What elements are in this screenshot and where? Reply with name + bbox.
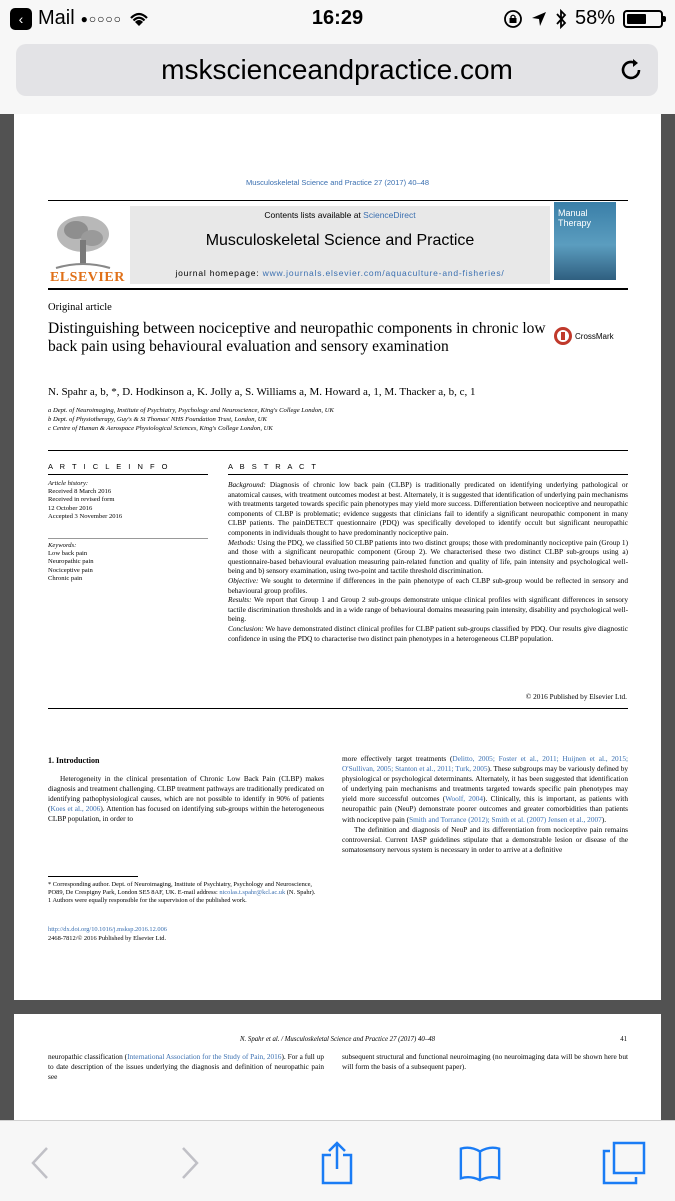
crossmark-label: CrossMark [575, 331, 614, 341]
abstract-label: Methods: [228, 537, 256, 547]
text: E-mail address: [177, 889, 220, 897]
citation-link[interactable]: Koes et al., 2006 [50, 804, 101, 814]
keyword: Neuropathic pain [48, 558, 94, 566]
abstract-objective [228, 576, 628, 595]
citation-link[interactable]: Woolf, 2004 [445, 794, 484, 804]
status-bar [0, 0, 675, 38]
divider [48, 538, 208, 539]
abstract-text: We sought to determine if differences in the pain phenotype of each CLBP sub-group would be reflected in sensory and behavioural group profiles. [228, 575, 628, 595]
tabs-button[interactable] [602, 1141, 646, 1185]
abstract-header: A B S T R A C T [228, 462, 319, 471]
article-type: Original article [48, 302, 112, 313]
abstract-label: Conclusion: [228, 623, 264, 633]
abstract-label: Results: [228, 595, 252, 605]
clock: 16:29 [311, 7, 364, 29]
divider [48, 200, 628, 201]
text: neuropathic classification ( [48, 1052, 128, 1061]
section-title: 1. Introduction [48, 756, 100, 765]
share-button[interactable] [315, 1141, 359, 1185]
carrier-label[interactable]: Mail [38, 7, 75, 29]
abstract-body [228, 480, 628, 643]
article-history [48, 480, 122, 521]
abstract-methods [228, 538, 628, 576]
abstract-text: We have demonstrated distinct clinical profiles for CLBP patient sub-groups classified by PDQ. Our results give diagnostic confidence in using the PDQ to characterise two distinct pain phenotypes in a heterogeneous CLBP population. [228, 623, 628, 643]
intro-column-2 [342, 754, 628, 855]
location-icon [531, 11, 547, 27]
doi-link[interactable]: http://dx.doi.org/10.1016/j.msksp.2016.12.006 [48, 926, 168, 933]
text: ). For a full up to date description of the issues underlying the diagnosis and definition of neuropathic pain see [48, 1052, 324, 1082]
article-title: Distinguishing between nociceptive and neuropathic components in chronic low back pain using behavioural evaluation and sensory examination [48, 320, 546, 355]
history-line: Accepted 3 November 2016 [48, 512, 123, 520]
keywords [48, 542, 94, 583]
keywords-label: Keywords: [48, 542, 77, 549]
journal-reference[interactable]: Musculoskeletal Science and Practice 27 (2017) 40–48 [245, 178, 430, 187]
divider [228, 474, 628, 475]
battery-icon [623, 10, 663, 28]
address-bar[interactable] [16, 44, 658, 96]
text: ). Attention has focused on identifying sub-groups within the heterogeneous CLBP population, in order to [48, 804, 324, 824]
bluetooth-icon [555, 9, 567, 29]
running-head: N. Spahr et al. / Musculoskeletal Science and Practice 27 (2017) 40–48 [240, 1036, 435, 1043]
footnotes [48, 876, 324, 906]
tabs-icon [602, 1141, 646, 1185]
journal-name: Musculoskeletal Science and Practice [205, 232, 475, 249]
issn-line: 2468-7812/© 2016 Published by Elsevier Ltd. [48, 934, 167, 942]
rotation-lock-icon [503, 9, 523, 29]
homepage-label: journal homepage: [175, 268, 263, 278]
homepage-link[interactable]: www.journals.elsevier.com/aquaculture-and-fisheries/ [262, 268, 505, 278]
abstract-conclusion [228, 624, 628, 643]
text: * Corresponding author. Dept. of Neuroimaging, Institute of Psychiatry, Psychology and Neuroscience, PO89, De Crespigny Park, London SE5 8AF, UK. [48, 881, 313, 897]
battery-percent: 58% [574, 7, 615, 29]
affiliations [48, 406, 334, 433]
paragraph [48, 774, 324, 824]
pdf-page-1 [14, 114, 661, 1000]
signal-strength-icon: ●○○○○ [80, 11, 122, 26]
paragraph [342, 754, 628, 825]
affiliation: a Dept. of Neuroimaging, Institute of Psychiatry, Psychology and Neuroscience, King's College London, UK [48, 407, 334, 414]
contents-prefix: Contents lists available at [264, 210, 364, 220]
affiliation: b Dept. of Physiotherapy, Guy's & St Thomas' NHS Foundation Trust, London, UK [48, 416, 267, 423]
keyword: Chronic pain [48, 574, 83, 582]
status-right [503, 7, 663, 30]
text: ). Clinically, this is important, as patients with neuropathic pain (NeuP) demonstrate poorer outcomes and greater comorbidities than patients with nociceptive pain ( [342, 794, 628, 824]
text: Heterogeneity in the clinical presentation of Chronic Low Back Pain (CLBP) makes diagnosis and treatment challenging. CLBP treatment pathways are traditionally predicated on identifying pathophysiological causes, which are not possible to identify in 90% of patients ( [48, 774, 324, 814]
text: ). [601, 814, 607, 824]
back-to-app-icon[interactable]: ‹ [10, 8, 32, 30]
abstract-text: Diagnosis of chronic low back pain (CLBP) is traditionally predicated on identifying underlying pathological or anatomical causes, with treatment outcomes modest at best. Alternately, it is suggested that identification of underlying pain mechanisms with treatments targeted towards specific pain phenotypes may yield more success. Differentiation between nociceptive and neuropathic components of CLBP is problematic; evidence suggests that clinicians fail to identify a significant neuropathic component in many CLBP patients. The painDETECT questionnaire (PDQ) was specifically developed to identify occult but significant neuropathic components in individuals thought to have predominantly nociceptive pain. [228, 480, 628, 537]
homepage-line [130, 268, 550, 278]
doi-block [48, 926, 167, 943]
text: (N. Spahr). [285, 889, 316, 897]
author-list [48, 386, 475, 398]
forward-icon [179, 1145, 201, 1181]
back-button[interactable] [18, 1141, 62, 1185]
url-text[interactable]: mskscienceandpractice.com [161, 54, 513, 85]
affiliation: c Centre of Human & Aerospace Physiological Sciences, King's College London, UK [48, 425, 273, 432]
sciencedirect-link[interactable]: ScienceDirect [363, 210, 416, 220]
divider [48, 708, 628, 709]
elsevier-wordmark: ELSEVIER [50, 270, 125, 285]
history-line: 12 October 2016 [48, 504, 93, 512]
text: ). These subgroups may be variously defined by physiological or psychological determinants. Alternately, it has been suggested that identification of underlying pain mechanisms and treatments targeted towards specific pain phenotypes may yield more successful outcomes ( [342, 764, 628, 804]
contents-line [130, 210, 550, 220]
keyword: Low back pain [48, 550, 88, 558]
battery-level-fill [627, 14, 646, 24]
pdf-page-2 [14, 1014, 661, 1120]
footnote [48, 881, 324, 897]
bookmarks-icon [458, 1143, 502, 1183]
paragraph: The definition and diagnosis of NeuP and its differentiation from nociceptive pain remains controversial. Current IASP guidelines stipulate that a demonstrable lesion or disease of the somatosensory nervous system is necessary in order to arrive at a definitive [342, 824, 628, 854]
divider [48, 288, 628, 290]
reload-icon[interactable] [618, 57, 644, 83]
abstract-results [228, 595, 628, 624]
history-line: Received 8 March 2016 [48, 488, 112, 496]
page2-column-2: subsequent structural and functional neuroimaging (no neuroimaging data will be shown here but will form the basis of a subsequent paper). [342, 1052, 628, 1072]
abstract-label: Objective: [228, 575, 259, 585]
history-line: Received in revised form [48, 496, 115, 504]
footnote: 1 Authors were equally responsible for the supervision of the published work. [48, 897, 247, 905]
cover-title: Manual Therapy [558, 208, 592, 228]
divider [48, 450, 628, 451]
page2-column-1 [48, 1052, 324, 1082]
crossmark-icon [554, 327, 572, 345]
pdf-viewer[interactable] [0, 114, 675, 1120]
copyright-notice: © 2016 Published by Elsevier Ltd. [525, 692, 627, 701]
page-number: 41 [620, 1036, 627, 1043]
bookmarks-button[interactable] [458, 1141, 502, 1185]
intro-column-1 [48, 774, 324, 824]
abstract-label: Background: [228, 480, 266, 489]
abstract-text: Using the PDQ, we classified 50 CLBP patients into two distinct groups; those with predominantly nociceptive pain (Group 1) and those with a significant neuropathic component (Group 2). We characterised these two distinct CLBP sub-groups using a) questionnaire-based behavioural evaluation measuring pain-related function and quality of life, pain intensity and psychological well-being and b) sensory examination, using two-point and tactile threshold discrimination. [228, 537, 629, 576]
share-icon [319, 1141, 355, 1185]
footnote-rule [48, 876, 138, 877]
keyword: Nociceptive pain [48, 566, 93, 574]
crossmark-badge[interactable] [554, 326, 624, 346]
forward-button[interactable] [168, 1141, 212, 1185]
abstract-text: We report that Group 1 and Group 2 sub-groups demonstrate unique clinical profiles with significant differences in sensory tactile discrimination thresholds and in a wide range of behavioural domains measuring pain intensity, disability and psychological well-being. [228, 595, 628, 624]
citation-link[interactable]: Smith and Torrance (2012); Smith et al. (2007) Jensen et al., 2007 [409, 814, 602, 824]
text: more effectively target treatments ( [342, 754, 453, 763]
journal-cover [554, 202, 616, 280]
browser-toolbar [0, 1120, 675, 1201]
divider [48, 474, 208, 475]
citation-link[interactable]: Delitto, 2005; Foster et al., 2011; Huijnen et al., 2015; O'Sullivan, 2005; Stanton et al., 2011; Turk, 2005 [342, 754, 628, 774]
email-link[interactable]: nicolas.t.spahr@kcl.ac.uk [219, 889, 286, 897]
abstract-background [228, 480, 628, 538]
authors-text: N. Spahr a, b, *, D. Hodkinson a, K. Jolly a, S. Williams a, M. Howard a, 1, M. Thacker a, b, c, 1 [48, 386, 476, 398]
back-icon [29, 1145, 51, 1181]
article-info-header: A R T I C L E I N F O [48, 462, 170, 471]
history-label: Article history: [48, 480, 89, 487]
citation-link[interactable]: International Association for the Study of Pain, 2016 [127, 1052, 282, 1061]
journal-banner [130, 206, 550, 284]
